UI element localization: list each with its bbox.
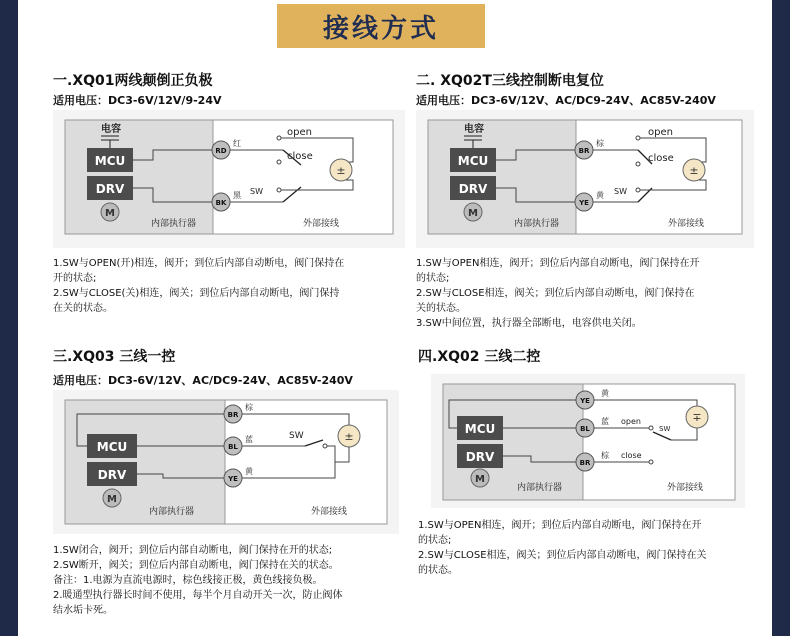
note-line: 1.SW与OPEN(开)相连，阀开；到位后内部自动断电，阀门保持在 [53, 258, 345, 269]
note-line: 1.SW与OPEN相连，阀开；到位后内部自动断电，阀门保持在开 [416, 258, 700, 269]
wire-color-label: 蓝 [601, 417, 609, 426]
voltage-label: 适用电压：DC3-6V/12V、AC/DC9-24V、AC85V-240V [416, 94, 716, 107]
wire-color-label: 黄 [601, 389, 609, 398]
internal-actuator-label: 内部执行器 [149, 507, 195, 517]
svg-text:±: ± [344, 430, 354, 443]
wire-color-label: 红 [233, 139, 241, 148]
wire-color-label: 蓝 [245, 435, 253, 444]
mcu-label: MCU [464, 422, 496, 436]
motor-label: M [107, 494, 117, 505]
mcu-label: MCU [94, 154, 126, 168]
svg-text:±: ± [689, 164, 699, 177]
svg-text:YE: YE [579, 199, 589, 207]
svg-text:RD: RD [215, 147, 227, 155]
svg-text:BR: BR [579, 459, 591, 467]
switch-label: SW [250, 187, 263, 196]
drv-label: DRV [458, 182, 488, 196]
internal-actuator-label: 内部执行器 [517, 483, 563, 493]
external-wiring-area [583, 384, 735, 500]
mcu-label: MCU [457, 154, 489, 168]
note-line: 1.SW闭合，阀开；到位后内部自动断电，阀门保持在开的状态; [53, 545, 333, 556]
section-title: 三.XQ03 三线一控 [53, 349, 176, 365]
section-xq02t [416, 70, 716, 108]
external-wiring-label: 外部接线 [668, 219, 705, 229]
wire-color-label: 黄 [596, 191, 604, 200]
section-title: 四.XQ02 三线二控 [418, 349, 541, 365]
wire-color-label: 棕 [245, 403, 253, 412]
svg-text:YE: YE [580, 397, 590, 405]
open-label: open [621, 417, 641, 426]
close-label: close [287, 151, 313, 162]
note-line: 2.SW与CLOSE相连，阀关；到位后内部自动断电，阀门保持在 [416, 288, 695, 299]
close-label: close [621, 451, 642, 460]
note-line: 开的状态; [53, 273, 97, 284]
note-line: 在关的状态。 [53, 303, 113, 314]
external-wiring-label: 外部接线 [303, 219, 340, 229]
section-xq02 [418, 346, 540, 366]
voltage-label: 适用电压：DC3-6V/12V、AC/DC9-24V、AC85V-240V [53, 374, 353, 387]
note-line: 2.SW与CLOSE(关)相连，阀关；到位后内部自动断电，阀门保持 [53, 288, 340, 299]
wiring-diagram-xq01 [53, 110, 405, 248]
wire-color-label: 黄 [245, 467, 253, 476]
section-xq01 [53, 70, 222, 108]
svg-text:BK: BK [215, 199, 227, 207]
external-wiring-area [225, 400, 387, 524]
mcu-label: MCU [96, 440, 128, 454]
svg-text:BL: BL [228, 443, 238, 451]
switch-label: SW [289, 431, 304, 441]
motor-label: M [468, 208, 478, 219]
notes-xq01 [53, 256, 344, 316]
external-wiring-label: 外部接线 [667, 483, 704, 493]
notes-xq02 [418, 518, 707, 578]
page-title: 接线方式 [277, 4, 485, 48]
note-line: 关的状态。 [416, 303, 466, 314]
switch-label: SW [659, 425, 671, 433]
note-line: 2.SW与CLOSE相连，阀关；到位后内部自动断电，阀门保持在关 [418, 550, 707, 561]
internal-actuator-label: 内部执行器 [151, 219, 197, 229]
section-title: 二. XQ02T三线控制断电复位 [416, 73, 604, 89]
internal-actuator-label: 内部执行器 [514, 219, 560, 229]
motor-label: M [475, 474, 485, 485]
external-wiring-label: 外部接线 [311, 507, 348, 517]
note-line: 备注：1.电源为直流电源时，棕色线接正极，黄色线接负极。 [53, 575, 323, 586]
note-line: 2.暖通型执行器长时间不使用，每半个月自动开关一次，防止阀体 [53, 590, 343, 601]
note-line: 1.SW与OPEN相连，阀开；到位后内部自动断电，阀门保持在开 [418, 520, 702, 531]
notes-xq02t [416, 256, 699, 331]
capacitor-label: 电容 [464, 124, 484, 135]
svg-text:∓: ∓ [692, 411, 702, 424]
capacitor-label: 电容 [101, 124, 121, 135]
switch-label: SW [614, 187, 627, 196]
note-line: 的状态。 [418, 565, 458, 576]
close-label: close [648, 153, 674, 164]
drv-label: DRV [97, 468, 127, 482]
svg-text:±: ± [336, 164, 346, 177]
svg-text:BR: BR [578, 147, 590, 155]
section-xq03 [53, 346, 353, 388]
note-line: 的状态; [416, 273, 450, 284]
section-title: 一.XQ01两线颠倒正负极 [53, 73, 213, 89]
wire-color-label: 棕 [601, 451, 609, 460]
wire-color-label: 棕 [596, 139, 604, 148]
open-label: open [287, 127, 312, 138]
note-line: 2.SW断开，阀关；到位后内部自动断电，阀门保持在关的状态。 [53, 560, 339, 571]
wiring-diagram-xq03 [53, 390, 399, 534]
voltage-label: 适用电压：DC3-6V/12V/9-24V [53, 94, 222, 107]
notes-xq03 [53, 543, 343, 618]
note-line: 的状态; [418, 535, 452, 546]
wire-color-label: 黑 [233, 191, 241, 200]
svg-text:YE: YE [228, 475, 238, 483]
wiring-diagram-xq02t [416, 110, 754, 248]
open-label: open [648, 127, 673, 138]
motor-label: M [105, 208, 115, 219]
drv-label: DRV [465, 450, 495, 464]
wiring-diagram-xq02 [431, 374, 745, 508]
svg-text:BR: BR [227, 411, 239, 419]
drv-label: DRV [95, 182, 125, 196]
note-line: 3.SW中间位置，执行器全部断电，电容供电关闭。 [416, 318, 642, 329]
note-line: 结水垢卡死。 [53, 605, 113, 616]
svg-text:BL: BL [580, 425, 590, 433]
